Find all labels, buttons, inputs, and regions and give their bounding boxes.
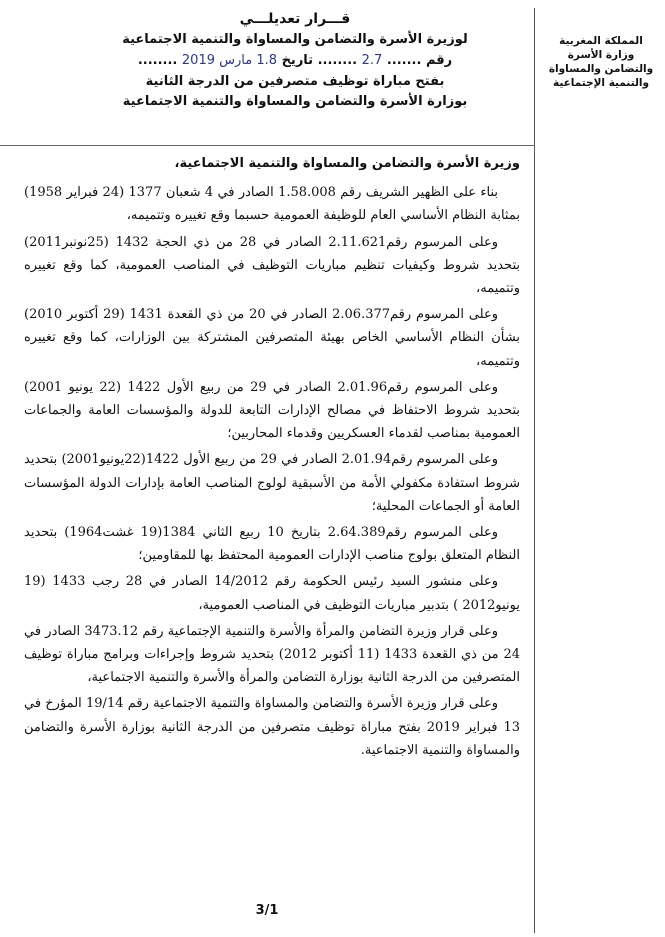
decision-body [24,152,520,765]
decision-title: قـــرار تعديلـــي [239,11,351,27]
number-value: 2.7 [361,53,383,68]
paragraph-7: وعلى منشور السيد رئيس الحكومة رقم 14/2012 الصادر في 28 رجب 1433 (19 يونيو2012 ) بتدبير مباريات التوظيف في المناصب العمومية، [24,574,520,613]
paragraph-1: بناء على الظهير الشريف رقم 1.58.008 الصادر في 4 شعبان 1377 (24 فبراير 1958) بمثابة النظام الأساسي العام للوظيفة العمومية حسبما وقع تغييره وتتميمه، [24,185,520,224]
ministry-line-1: المملكة المغربية [559,35,643,47]
paragraph-6: وعلى المرسوم رقم2.64.389 بتاريخ 10 ربيع الثاني 1384(19 غشت1964) بتحديد النظام المتعلق بولوج مناصب الإدارات العمومية المحتفظ بها للمقاومين؛ [24,525,520,564]
ministry-line-4: والتنمية الإجتماعية [552,77,650,89]
decision-header [60,8,530,112]
header-ministry-line: لوزيرة الأسرة والتضامن والمساواة والتنمية الاجتماعية [122,32,468,47]
paragraph-8: وعلى قرار وزيرة التضامن والمرأة والأسرة والتنمية الإجتماعية رقم 3473.12 الصادر في 24 من ذي القعدة 1433 (11 أكتوبر 2012) بتحديد شروط وإجراءات وبرامج مباراة توظيف المتصرفين من الدرجة الثانية بوزارة التضامن والمرأة والأسرة والتنمية الاجتماعية، [24,623,520,686]
paragraph-5: وعلى المرسوم رقم2.01.94 الصادر في 29 من ربيع الأول 1422(22يونيو2001) بتحديد شروط استفادة مكفولي الأمة من الأسبقية لولوج المناصب العامة بإدارات الدولة المؤسسات العامة أو الجماعات المحلية؛ [24,452,520,514]
ministry-line-3: والتضامن والمساواة [548,63,654,75]
page-number: 3/1 [255,903,279,918]
header-rule [0,145,534,146]
ministry-line-2: وزارة الأسرة [567,49,635,61]
body-intro: وزيرة الأسرة والتضامن والمساواة والتنمية الاجتماعية، [174,156,520,171]
ministry-block [542,34,660,90]
paragraph-3: وعلى المرسوم رقم2.06.377 الصادر في 20 من ذي القعدة 1431 (29 أكتوبر 2010) بشأن النظام الأساسي الخاص بهيئة المتصرفين المشتركة بين الوزارات، كما وقع تغييره وتتميمه، [24,307,520,369]
margin-divider [534,8,535,933]
date-value: 1.8 مارس 2019 [181,53,278,68]
date-dots: ........ [137,53,178,68]
paragraph-2: وعلى المرسوم رقم2.11.621 الصادر في 28 من ذي الحجة 1432 (25نونبر2011) بتحديد شروط وكيفيات تنظيم مباريات التوظيف في المناصب العمومية، كما وقع تغييره وتتميمه، [24,234,520,297]
paragraph-4: وعلى المرسوم رقم2.01.96 الصادر في 29 من ربيع الأول 1422 (22 يونيو 2001) بتحديد شروط الاحتفاظ في مصالح الإدارات التابعة للدولة والمؤسسات العامة والجماعات العمومية بمناصب لقدماء العسكريين وقدماء المحاربين؛ [24,379,520,442]
number-label: رقم ....... [386,53,453,68]
subject-line-1: بفتح مباراة توظيف متصرفين من الدرجة الثانية [145,74,445,89]
date-label: ........ تاريخ [281,53,358,68]
number-date-line [60,50,530,72]
subject-line-2: بوزارة الأسرة والتضامن والمساواة والتنمية الاجتماعية [122,94,468,109]
paragraph-9: وعلى قرار وزيرة الأسرة والتضامن والمساواة والتنمية الاجتماعية رقم 19/14 المؤرخ في 13 فبراير 2019 بفتح مباراة توظيف متصرفين من الدرجة الثانية بوزارة الأسرة والتضامن والمساواة والتنمية الاجتماعية. [24,696,520,758]
